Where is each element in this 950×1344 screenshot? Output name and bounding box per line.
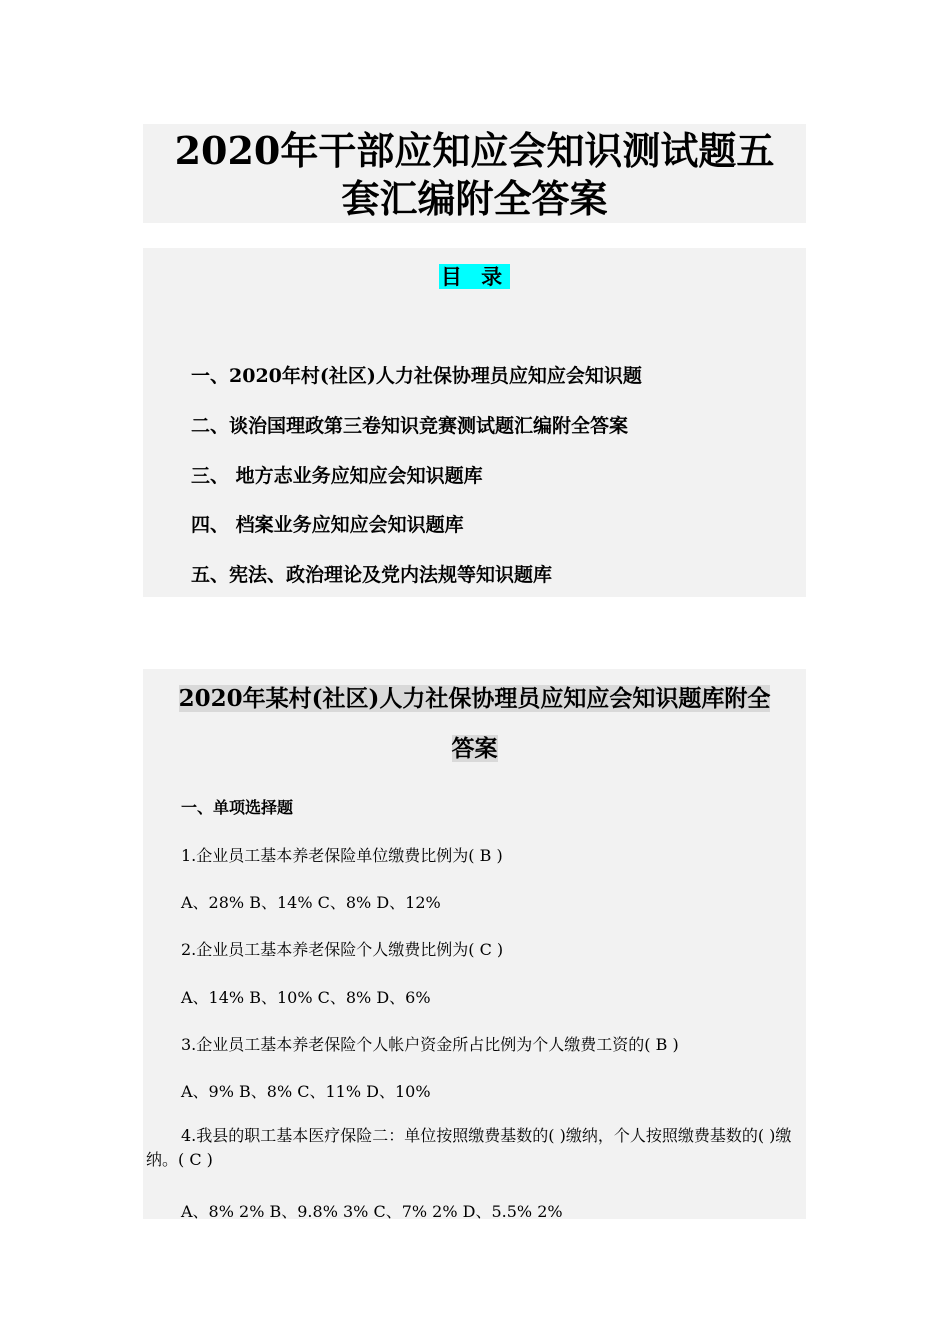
toc-heading: 目 录 <box>440 264 509 289</box>
section-title-line-1: 2020年某村(社区)人力社保协理员应知应会知识题库附全 <box>178 685 771 712</box>
title-line-1: 2020年干部应知应会知识测试题五 <box>174 128 775 173</box>
toc-item-4: 四、 档案业务应知应会知识题库 <box>191 514 464 536</box>
question-2: 2.企业员工基本养老保险个人缴费比例为( C ) <box>181 940 504 959</box>
answer-options-3: A、9% B、8% C、11% D、10% <box>181 1082 431 1101</box>
question-3: 3.企业员工基本养老保险个人帐户资金所占比例为个人缴费工资的( B ) <box>181 1035 679 1054</box>
table-of-contents <box>143 248 806 597</box>
toc-item-3: 三、 地方志业务应知应会知识题库 <box>191 465 483 487</box>
section-title-line-2: 答案 <box>451 735 498 762</box>
question-4: 4.我县的职工基本医疗保险二：单位按照缴费基数的( )缴纳，个人按照缴费基数的( )缴纳。( C ) <box>146 1126 792 1169</box>
answer-options-1: A、28% B、14% C、8% D、12% <box>181 893 441 912</box>
document-body <box>143 669 806 1219</box>
title-line-2: 套汇编附全答案 <box>341 176 608 221</box>
toc-item-1: 一、2020年村(社区)人力社保协理员应知应会知识题 <box>191 365 642 387</box>
toc-item-5: 五、宪法、政治理论及党内法规等知识题库 <box>191 564 553 586</box>
answer-options-4: A、8% 2% B、9.8% 3% C、7% 2% D、5.5% 2% <box>181 1202 563 1221</box>
answer-options-2: A、14% B、10% C、8% D、6% <box>181 988 431 1007</box>
section-heading: 一、单项选择题 <box>181 798 294 817</box>
toc-item-2: 二、谈治国理政第三卷知识竞赛测试题汇编附全答案 <box>191 415 629 437</box>
question-1: 1.企业员工基本养老保险单位缴费比例为( B ) <box>181 846 503 865</box>
document-title <box>143 124 806 223</box>
